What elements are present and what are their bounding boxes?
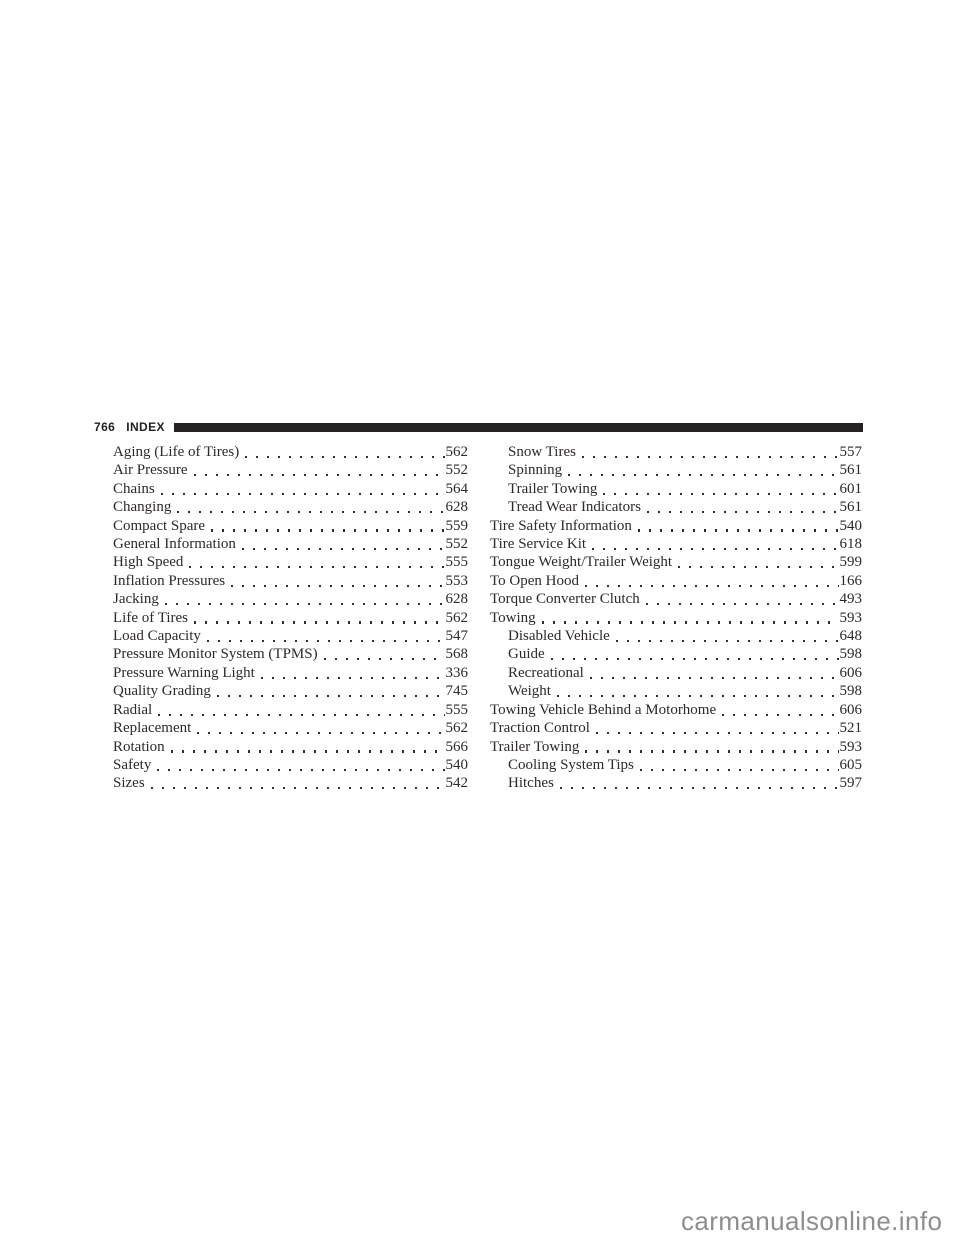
index-entry	[490, 535, 862, 553]
entry-page: 598	[839, 646, 862, 663]
index-entry	[490, 738, 862, 756]
index-entry	[95, 517, 468, 535]
entry-page: 540	[445, 756, 468, 773]
entry-label: Cooling System Tips	[508, 756, 634, 773]
entry-label: Weight	[508, 683, 551, 700]
entry-page: 606	[839, 701, 862, 718]
entry-label: Inflation Pressures	[113, 572, 226, 589]
entry-label: Chains	[113, 480, 155, 497]
entry-label: Trailer Towing	[508, 480, 598, 497]
entry-page: 559	[445, 517, 468, 534]
entry-label: Compact Spare	[113, 517, 206, 534]
index-entry	[95, 535, 468, 553]
index-entry	[490, 774, 862, 792]
dot-leader	[542, 621, 839, 623]
dot-leader	[590, 677, 839, 679]
entry-page: 568	[445, 646, 468, 663]
entry-page: 628	[445, 499, 468, 516]
entry-page: 542	[445, 775, 468, 792]
index-entry	[490, 645, 862, 663]
index-entry	[95, 609, 468, 627]
dot-leader	[158, 714, 444, 716]
dot-leader	[151, 787, 445, 789]
entry-page: 552	[445, 462, 468, 479]
entry-label: Trailer Towing	[490, 738, 580, 755]
index-entry	[95, 461, 468, 479]
entry-page: 547	[445, 628, 468, 645]
index-entry	[95, 645, 468, 663]
entry-page: 597	[839, 775, 862, 792]
index-entry	[95, 498, 468, 516]
watermark: carmanualsonline.info	[681, 1206, 943, 1236]
index-entry	[95, 774, 468, 792]
index-entry	[490, 443, 862, 461]
dot-leader	[245, 456, 444, 458]
dot-leader	[231, 585, 444, 587]
dot-leader	[596, 732, 839, 734]
index-entry	[95, 664, 468, 682]
entry-page: 566	[445, 738, 468, 755]
dot-leader	[585, 585, 839, 587]
entry-page: 598	[839, 683, 862, 700]
index-entry	[95, 719, 468, 737]
entry-label: Pressure Warning Light	[113, 664, 255, 681]
entry-page: 618	[839, 536, 862, 553]
index-entry	[490, 609, 862, 627]
index-entry	[490, 590, 862, 608]
page-header	[94, 418, 863, 435]
entry-page: 336	[445, 664, 468, 681]
dot-leader	[592, 548, 838, 550]
index-entry	[490, 553, 862, 571]
entry-label: Snow Tires	[508, 444, 576, 460]
entry-label: Guide	[508, 646, 545, 663]
entry-page: 561	[839, 462, 862, 479]
dot-leader	[638, 529, 839, 531]
index-entry	[95, 443, 468, 461]
index-entry	[95, 738, 468, 756]
index-entry	[490, 572, 862, 590]
dot-leader	[722, 714, 838, 716]
index-entry	[95, 572, 468, 590]
entry-label: Changing	[113, 499, 172, 516]
index-entry	[95, 627, 468, 645]
index-column-right	[490, 443, 862, 793]
index-entry	[95, 756, 468, 774]
entry-label: Tread Wear Indicators	[508, 499, 641, 516]
entry-page: 593	[839, 738, 862, 755]
entry-page: 648	[839, 628, 862, 645]
entry-label: Towing Vehicle Behind a Motorhome	[490, 701, 717, 718]
entry-label: Disabled Vehicle	[508, 628, 610, 645]
entry-label: Torque Converter Clutch	[490, 591, 640, 608]
entry-label: To Open Hood	[490, 572, 579, 589]
entry-page: 540	[839, 517, 862, 534]
index-entry	[95, 682, 468, 700]
index-entry	[490, 756, 862, 774]
entry-label: Life of Tires	[113, 609, 188, 626]
index-entry	[95, 553, 468, 571]
index-entry	[490, 498, 862, 516]
entry-label: Pressure Monitor System (TPMS)	[113, 646, 318, 663]
index-entry	[95, 701, 468, 719]
entry-page: 601	[839, 480, 862, 497]
dot-leader	[211, 529, 444, 531]
dot-leader	[678, 566, 838, 568]
dot-leader	[585, 750, 838, 752]
entry-page: 564	[445, 480, 468, 497]
dot-leader	[194, 474, 445, 476]
index-entry	[490, 664, 862, 682]
index-entry	[490, 701, 862, 719]
entry-page: 553	[445, 572, 468, 589]
entry-label: General Information	[113, 536, 236, 553]
header-rule	[174, 423, 863, 432]
dot-leader	[647, 511, 839, 513]
dot-leader	[603, 493, 838, 495]
entry-label: Tire Safety Information	[490, 517, 632, 534]
dot-leader	[568, 474, 838, 476]
entry-page: 628	[445, 591, 468, 608]
index-entry	[490, 517, 862, 535]
entry-page: 166	[839, 572, 862, 589]
entry-label: Air Pressure	[113, 462, 188, 479]
entry-page: 552	[445, 536, 468, 553]
dot-leader	[165, 603, 445, 605]
dot-leader	[197, 732, 444, 734]
index-entry	[95, 480, 468, 498]
entry-label: High Speed	[113, 554, 184, 571]
entry-label: Hitches	[508, 775, 554, 792]
dot-leader	[217, 695, 445, 697]
entry-page: 561	[839, 499, 862, 516]
entry-label: Aging (Life of Tires)	[113, 444, 240, 460]
dot-leader	[560, 787, 839, 789]
entry-page: 555	[445, 701, 468, 718]
dot-leader	[616, 640, 839, 642]
header-title: INDEX	[126, 419, 165, 434]
entry-page: 493	[839, 591, 862, 608]
entry-page: 562	[445, 720, 468, 737]
dot-leader	[324, 658, 445, 660]
dot-leader	[261, 677, 445, 679]
entry-page: 562	[445, 444, 468, 460]
index-entry	[490, 719, 862, 737]
page-number: 766	[94, 419, 116, 434]
entry-page: 745	[445, 683, 468, 700]
dot-leader	[157, 769, 444, 771]
dot-leader	[551, 658, 839, 660]
entry-label: Safety	[113, 756, 152, 773]
entry-label: Recreational	[508, 664, 584, 681]
entry-page: 606	[839, 664, 862, 681]
index-entry	[490, 480, 862, 498]
dot-leader	[161, 493, 445, 495]
dot-leader	[194, 621, 445, 623]
entry-label: Quality Grading	[113, 683, 211, 700]
dot-leader	[171, 750, 445, 752]
entry-page: 521	[839, 720, 862, 737]
dot-leader	[207, 640, 445, 642]
dot-leader	[646, 603, 839, 605]
entry-label: Spinning	[508, 462, 563, 479]
dot-leader	[189, 566, 444, 568]
entry-page: 557	[839, 444, 862, 460]
index-entry	[490, 682, 862, 700]
entry-page: 593	[839, 609, 862, 626]
entry-label: Rotation	[113, 738, 165, 755]
dot-leader	[640, 769, 839, 771]
entry-label: Jacking	[113, 591, 159, 608]
entry-page: 555	[445, 554, 468, 571]
dot-leader	[177, 511, 444, 513]
entry-label: Sizes	[113, 775, 145, 792]
entry-label: Replacement	[113, 720, 192, 737]
dot-leader	[582, 456, 839, 458]
entry-label: Tongue Weight/Trailer Weight	[490, 554, 673, 571]
entry-label: Radial	[113, 701, 153, 718]
entry-label: Tire Service Kit	[490, 536, 587, 553]
entry-label: Traction Control	[490, 720, 590, 737]
entry-page: 605	[839, 756, 862, 773]
index-entry	[95, 590, 468, 608]
entry-label: Load Capacity	[113, 628, 201, 645]
dot-leader	[557, 695, 839, 697]
index-entry	[490, 461, 862, 479]
index-column-left	[95, 443, 468, 793]
entry-page: 562	[445, 609, 468, 626]
entry-page: 599	[839, 554, 862, 571]
dot-leader	[242, 548, 445, 550]
index-entry	[490, 627, 862, 645]
entry-label: Towing	[490, 609, 536, 626]
